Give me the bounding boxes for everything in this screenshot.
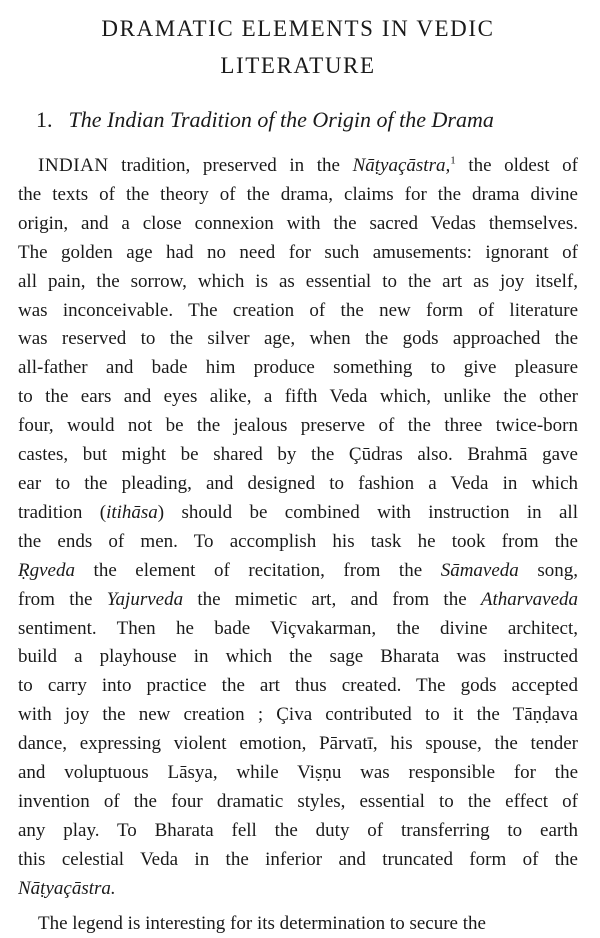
paragraph-1 <box>18 152 578 904</box>
paragraph-1-line: with joy the new creation ; Çiva contributed to it the Tāṇḍava <box>18 704 578 726</box>
paragraph-1-line: castes, but might be shared by the Çūdras also. Brahmā gave <box>18 444 578 466</box>
italic-term: Yajurveda <box>106 588 184 610</box>
paragraph-1-line: dance, expressing violent emotion, Pārvatī, his spouse, the tender <box>18 733 578 755</box>
paragraph-1-line: build a playhouse in which the sage Bharata was instructed <box>18 646 578 668</box>
work-title: Nāṭyaçāstra, <box>352 155 451 176</box>
paragraph-1-line: invention of the four dramatic styles, essential to the effect of <box>18 790 578 812</box>
italic-term: Ṛgveda <box>18 559 75 581</box>
paragraph-1-line: four, would not be the jealous preserve of the three twice-born <box>18 415 578 437</box>
paragraph-1-line: all-father and bade him produce something to give pleasure <box>18 357 578 379</box>
italic-term: itihāsa <box>106 501 158 523</box>
paragraph-1-line: to carry into practice the art thus created. The gods accepted <box>18 675 578 697</box>
paragraph-1-line: from the Yajurveda the mimetic art, and from the Atharvaveda <box>18 588 578 610</box>
paragraph-1-line <box>18 875 578 904</box>
opening-word: INDIAN <box>38 155 109 176</box>
paragraph-1-line: Ṛgveda the element of recitation, from the Sāmaveda song, <box>18 559 578 581</box>
chapter-title-line-2: LITERATURE <box>220 53 376 78</box>
paragraph-1-line: to the ears and eyes alike, a fifth Veda which, unlike the other <box>18 386 578 408</box>
italic-term: Atharvaveda <box>480 588 578 610</box>
paragraph-1-line: was inconceivable. The creation of the new form of literature <box>18 299 578 321</box>
paragraph-1-line: INDIAN tradition, preserved in the Nāṭyaçāstra,$^1$ the oldest of <box>38 154 578 176</box>
paragraph-1-line: this celestial Veda in the inferior and truncated form of the <box>18 848 578 870</box>
chapter-title <box>18 10 578 84</box>
paragraph-1-line: ear to the pleading, and designed to fashion a Veda in which <box>18 472 578 494</box>
paragraph-1-line: the texts of the theory of the drama, claims for the drama divine <box>18 183 578 205</box>
paragraph-1-line: and voluptuous Lāsya, while Viṣṇu was responsible for the <box>18 762 578 784</box>
paragraph-1-line: all pain, the sorrow, which is as essential to the art as joy itself, <box>18 270 578 292</box>
section-number: 1. <box>36 107 53 132</box>
paragraph-1-line: any play. To Bharata fell the duty of transferring to earth <box>18 819 578 841</box>
section-heading <box>36 106 578 134</box>
paragraph-1-line: origin, and a close connexion with the sacred Vedas themselves. <box>18 212 578 234</box>
italic-term: Sāmaveda <box>440 559 519 581</box>
chapter-title-line-1: DRAMATIC ELEMENTS IN VEDIC <box>101 16 495 41</box>
paragraph-1-line: was reserved to the silver age, when the gods approached the <box>18 328 578 350</box>
paragraph-1-line: the ends of men. To accomplish his task he took from the <box>18 530 578 552</box>
italic-term: Nāṭyaçāstra. <box>18 877 116 899</box>
paragraph-1-line: sentiment. Then he bade Viçvakarman, the divine architect, <box>18 617 578 639</box>
section-title: The Indian Tradition of the Origin of the Drama <box>68 107 494 132</box>
paragraph-2 <box>18 910 578 938</box>
paragraph-1-line: tradition (itihāsa) should be combined with instruction in all <box>18 501 578 523</box>
paragraph-1-line: The golden age had no need for such amusements: ignorant of <box>18 241 578 263</box>
footnote-marker[interactable]: 1 <box>450 154 456 167</box>
paragraph-2-line: The legend is interesting for its determination to secure the <box>38 912 486 934</box>
